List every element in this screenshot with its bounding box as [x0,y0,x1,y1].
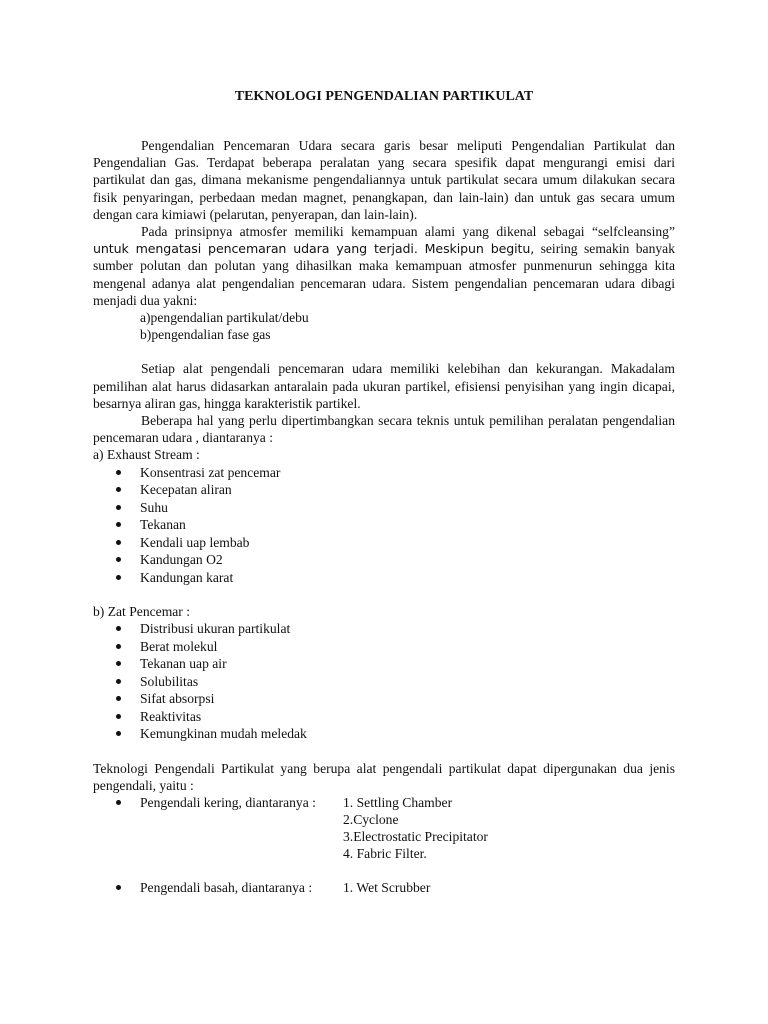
bullet-icon [116,557,121,562]
subitem-a: a)pengendalian partikulat/debu [140,310,309,326]
list-item: Tekanan [93,516,675,534]
bullet-icon [116,679,121,684]
list-item: 1. Settling Chamber [343,795,453,811]
list-item: Reaktivitas [93,708,675,726]
list-item: 3.Electrostatic Precipitator [343,829,488,845]
list-item: Sifat absorpsi [93,690,675,708]
paragraph-considerations: Beberapa hal yang perlu dipertimbangkan secara teknis untuk pemilihan peralatan pengendalian pencemaran udara , diantaranya : [93,413,675,446]
bullet-icon [116,644,121,649]
dry-controller-row [93,794,675,862]
paragraph-atmosphere-text-2: seiring semakin banyak sumber polutan dan polutan yang dihasilkan maka kemampuan atmosfer punmenurun sehingga kita mengenal adanya alat pengendalian pencemaran udara. Sistem pengendalian pencemaran udara dibagi menjadi dua yakni: [93,241,676,308]
list-item: Suhu [93,499,675,517]
bullet-icon [116,487,121,492]
bullet-icon [116,731,121,736]
bullet-icon [116,626,121,631]
list-item: 4. Fabric Filter. [343,846,427,862]
list-item: 2.Cyclone [343,812,399,828]
paragraph-atmosphere [93,223,675,309]
zat-pencemar-list [93,620,675,743]
list-item: Berat molekul [93,638,675,656]
dry-controller-list [343,794,488,862]
list-item: Distribusi ukuran partikulat [93,620,675,638]
paragraph-technology: Teknologi Pengendali Partikulat yang berupa alat pengendali partikulat dapat dipergunakan dua jenis pengendali, yaitu : [93,760,675,794]
wet-controller-list [343,879,430,896]
handwritten-annotation: untuk mengatasi pencemaran udara yang terjadi. Meskipun begitu, [93,241,535,257]
list-item: Kandungan karat [93,569,675,587]
list-item: Kendali uap lembab [93,534,675,552]
document-body [93,137,675,896]
list-item: Kecepatan aliran [93,481,675,499]
list-item: Kemungkinan mudah meledak [93,725,675,743]
list-item: Konsentrasi zat pencemar [93,464,675,482]
subitem-b: b)pengendalian fase gas [140,327,271,343]
paragraph-selection: Setiap alat pengendali pencemaran udara memiliki kelebihan dan kekurangan. Makadalam pemilihan alat harus didasarkan antaralain pada ukuran partikel, efisiensi penyisihan yang ingin dicapai, besarnya aliran gas, hingga karakteristik partikel. [93,361,675,411]
dry-controller-label: Pengendali kering, diantaranya : [140,795,316,811]
bullet-icon [116,696,121,701]
bullet-icon [116,661,121,666]
list-item: Solubilitas [93,673,675,691]
page-title: TEKNOLOGI PENGENDALIAN PARTIKULAT [234,89,534,104]
bullet-icon [116,470,121,475]
bullet-icon [116,522,121,527]
wet-controller-row [93,879,675,896]
bullet-icon [116,540,121,545]
zat-pencemar-label: b) Zat Pencemar : [93,604,191,620]
bullet-icon [116,714,121,719]
paragraph-atmosphere-text-1: Pada prinsipnya atmosfer memiliki kemampuan alami yang dikenal sebagai “selfcleansing” [141,224,675,240]
bullet-icon [116,505,121,510]
bullet-icon [116,575,121,580]
bullet-icon [116,800,121,805]
wet-controller-label: Pengendali basah, diantaranya : [140,880,313,896]
paragraph-intro: Pengendalian Pencemaran Udara secara garis besar meliputi Pengendalian Partikulat dan Pengendalian Gas. Terdapat beberapa peralatan yang secara spesifik dapat mengurangi emisi dari partikulat dan gas, dimana mekanisme pengendaliannya untuk partikulat secara umum dilakukan secara fisik penyaringan, perbedaan medan magnet, penangkapan, dan lain-lain) dan untuk gas secara umum dengan cara kimiawi (pelarutan, penyerapan, dan lain-lain). [93,138,675,222]
exhaust-stream-label: a) Exhaust Stream : [93,447,200,463]
list-item: Kandungan O2 [93,551,675,569]
list-item: Tekanan uap air [93,655,675,673]
bullet-icon [116,885,121,890]
exhaust-stream-list [93,464,675,587]
list-item: 1. Wet Scrubber [343,880,431,896]
